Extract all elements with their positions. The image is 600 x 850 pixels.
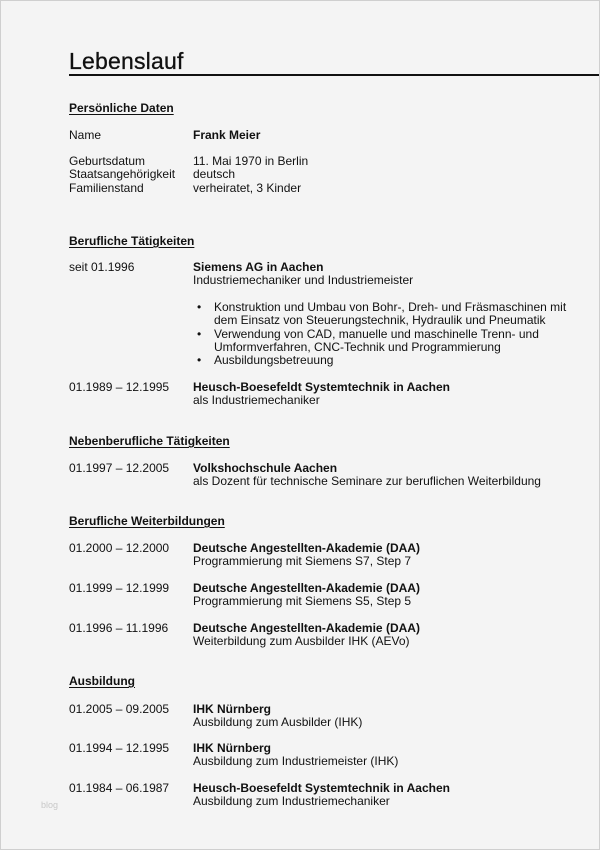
entry-org: Siemens AG in Aachen [193,260,324,274]
entry-desc: Industriemechaniker und Industriemeister [193,273,414,288]
section-heading-education: Ausbildung [69,674,135,688]
entry-date: 01.1999 – 12.1999 [69,581,170,595]
section-heading-side: Nebenberufliche Tätigkeiten [69,434,230,448]
entry-desc: als Industriemechaniker [193,393,320,408]
entry-org: Heusch-Boesefeldt Systemtechnik in Aachen [193,380,450,394]
entry-desc: Ausbildung zum Industriemechaniker [193,794,390,809]
name-label: Name [69,128,102,142]
entry-date: 01.1989 – 12.1995 [69,380,170,394]
label: Staatsangehörigkeit [69,167,176,182]
entry-desc: Ausbildung zum Industriemeister (IHK) [193,754,399,769]
value: verheiratet, 3 Kinder [193,180,302,195]
entry-desc: Programmierung mit Siemens S5, Step 5 [193,594,412,609]
entry-org: Deutsche Angestellten-Akademie (DAA) [193,621,420,635]
section-heading-work: Berufliche Tätigkeiten [69,234,195,248]
entry-org: Heusch-Boesefeldt Systemtechnik in Aachen [193,781,450,795]
bullet-item: • Konstruktion und Umbau von Bohr-, Dreh- und Fräsmaschinen mit dem Einsatz von Steuerungstechnik, Hydraulik und Pneumatik [193,301,583,328]
section-heading-training: Berufliche Weiterbildungen [69,514,225,528]
entry-date: 01.2000 – 12.2000 [69,541,170,555]
entry-desc: Programmierung mit Siemens S7, Step 7 [193,554,412,569]
entry-date: 01.2005 – 09.2005 [69,702,170,716]
entry-date: 01.1997 – 12.2005 [69,461,170,475]
entry-desc: Weiterbildung zum Ausbilder IHK (AEVo) [193,634,410,649]
title-rule [69,74,599,76]
section-heading-personal: Persönliche Daten [69,101,174,115]
entry-org: IHK Nürnberg [193,702,271,716]
entry-desc: Ausbildung zum Ausbilder (IHK) [193,715,363,730]
page-title: Lebenslauf [69,48,184,74]
entry-date: 01.1994 – 12.1995 [69,741,170,755]
bullet-item: • Ausbildungsbetreuung [193,354,583,367]
watermark: blog [41,800,59,810]
entry-org: Volkshochschule Aachen [193,461,338,475]
entry-org: IHK Nürnberg [193,741,271,755]
value: deutsch [193,167,236,182]
value: 11. Mai 1970 in Berlin [193,154,309,168]
name-value: Frank Meier [193,128,261,142]
label: Geburtsdatum [69,154,146,168]
label: Familienstand [69,180,144,195]
entry-date: 01.1996 – 11.1996 [69,621,169,635]
entry-org: Deutsche Angestellten-Akademie (DAA) [193,541,420,555]
entry-date: seit 01.1996 [69,260,135,274]
entry-desc: als Dozent für technische Seminare zur beruflichen Weiterbildung [193,474,541,489]
entry-date: 01.1984 – 06.1987 [69,781,170,795]
bullet-item: • Verwendung von CAD, manuelle und maschinelle Trenn- und Umformverfahren, CNC-Technik und Programmierung [193,328,583,355]
entry-org: Deutsche Angestellten-Akademie (DAA) [193,581,420,595]
